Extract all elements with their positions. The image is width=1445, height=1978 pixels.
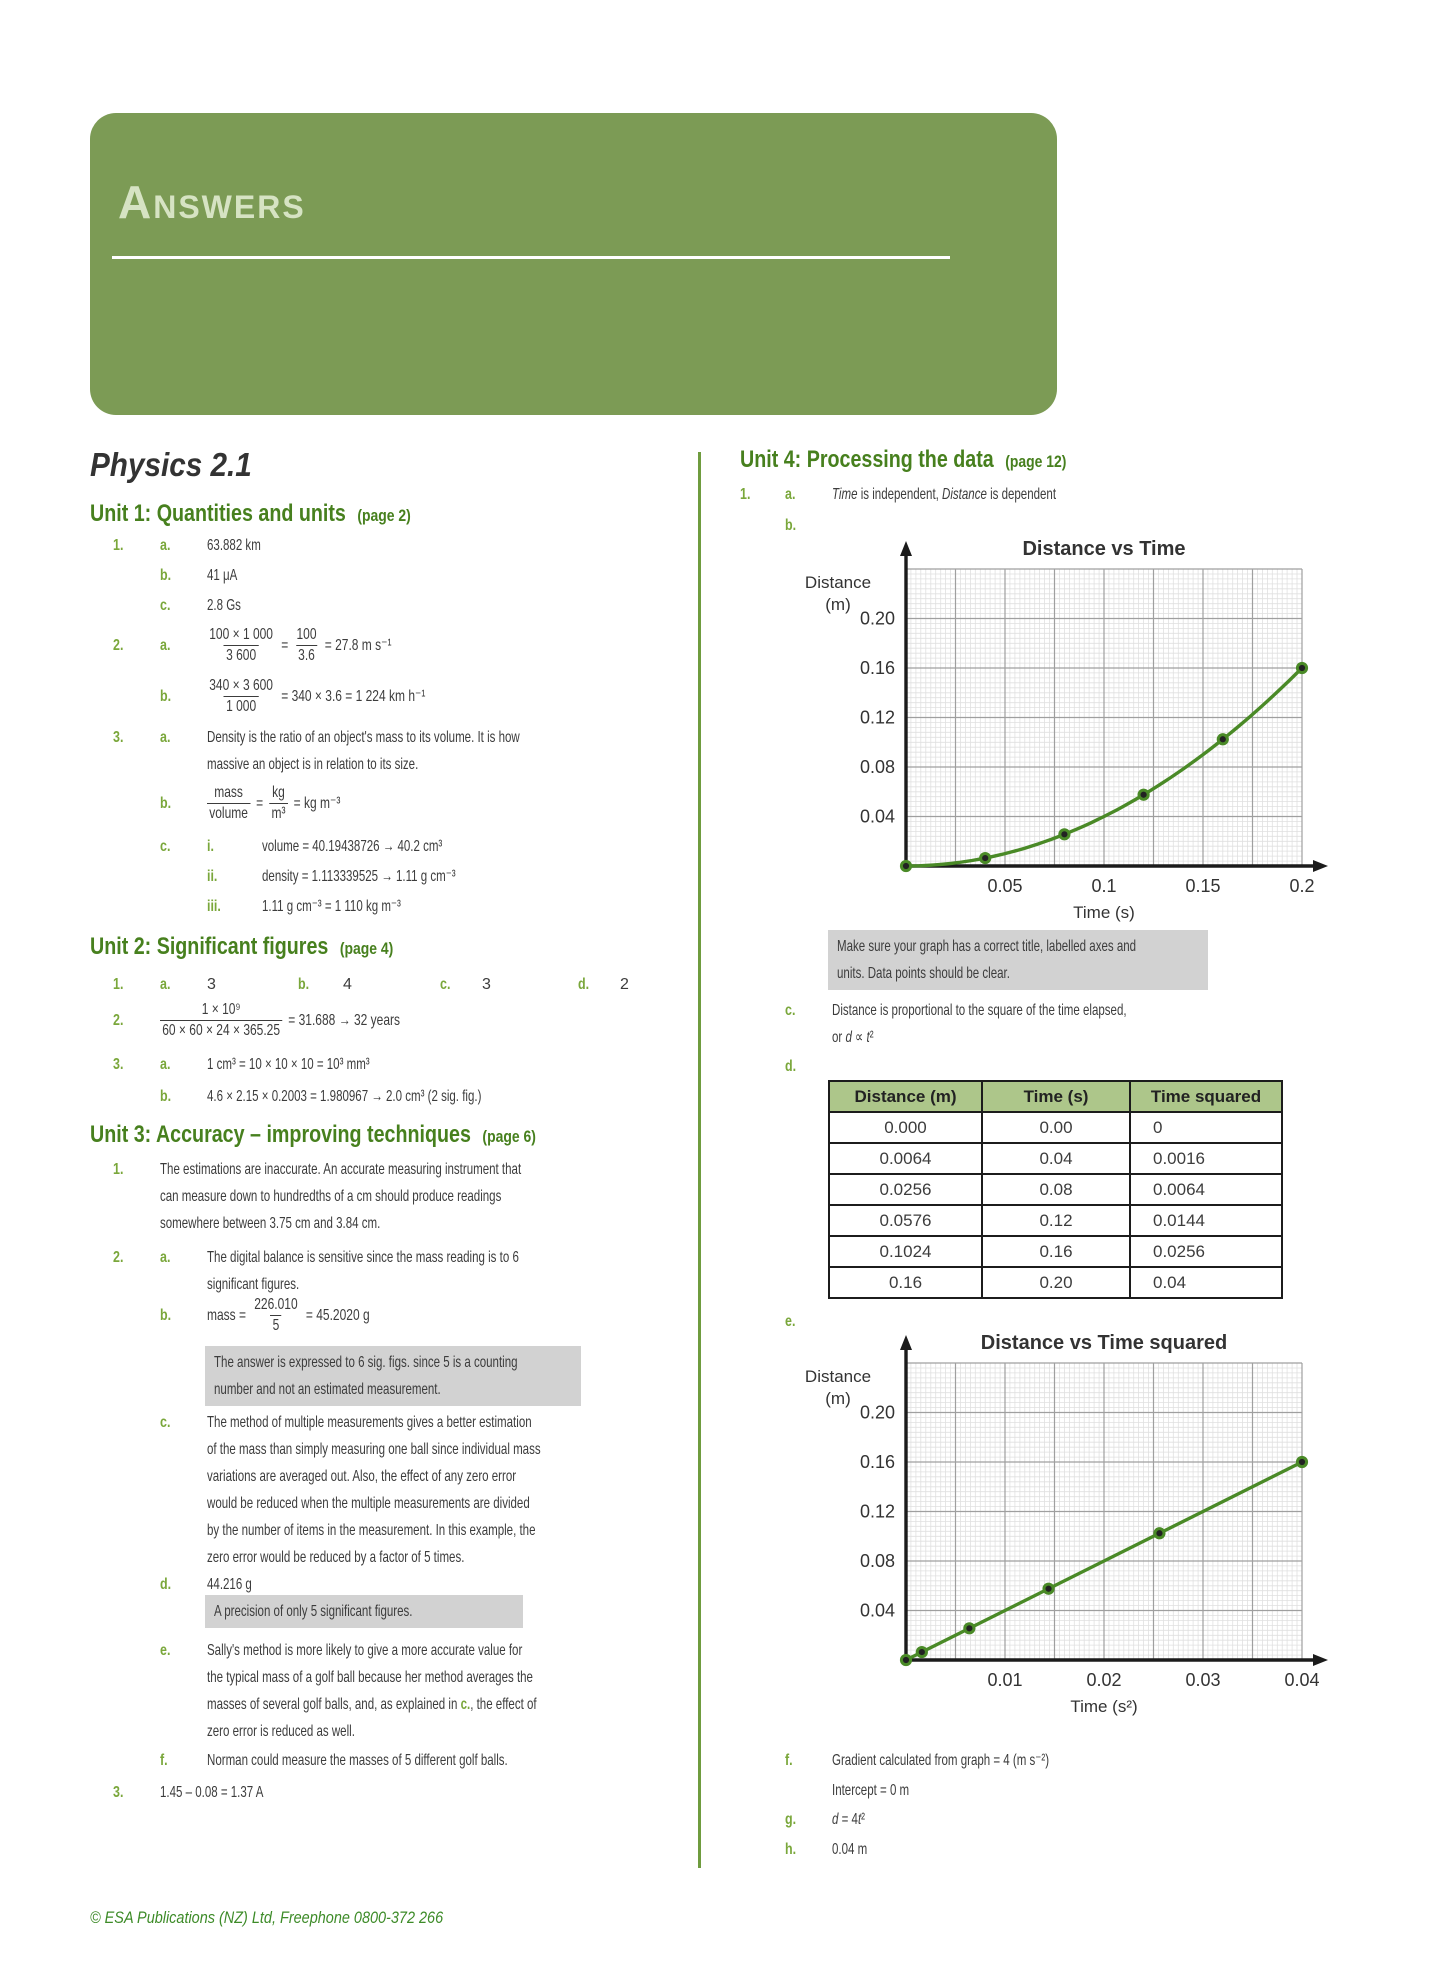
cell: 0.08: [982, 1174, 1130, 1205]
svg-text:0.05: 0.05: [987, 876, 1023, 896]
fraction-denominator: 60 × 60 × 24 × 365.25: [160, 1020, 282, 1041]
answer-text: 4.6 × 2.15 × 0.2003 = 1.980967 → 2.0 cm³ (2 sig. fig.): [207, 1088, 482, 1105]
svg-text:0.01: 0.01: [987, 1670, 1023, 1690]
answer-u3-2d: [160, 1571, 269, 1598]
svg-text:0.04: 0.04: [1284, 1670, 1320, 1690]
chapter-title: Physics 2.1: [90, 446, 252, 483]
cell: 0.16: [829, 1267, 982, 1298]
equation: [160, 1000, 400, 1041]
equation-result: = 31.688 → 32 years: [288, 1011, 401, 1029]
equation-result: = 27.8 m s⁻¹: [324, 636, 392, 654]
fraction: [252, 1295, 300, 1336]
answer-u1-3ci: [160, 833, 512, 860]
svg-text:Distance: Distance: [804, 573, 872, 592]
tip-text: A precision of only 5 significant figures.: [214, 1603, 413, 1620]
answer-text: significant figures.: [207, 1276, 300, 1293]
answer-text: Distance is proportional to the square of the time elapsed,: [832, 1002, 1127, 1019]
fraction: [269, 783, 287, 824]
answer-text: density = 1.113339525 → 1.11 g cm⁻³: [262, 868, 456, 885]
svg-text:0.04: 0.04: [859, 1600, 895, 1621]
item-number: 2.: [113, 636, 124, 654]
fraction-numerator: 100 × 1 000: [209, 625, 273, 643]
svg-text:0.04: 0.04: [859, 806, 895, 827]
answer-text: 3: [207, 976, 216, 993]
answer-text: zero error is reduced as well.: [207, 1723, 355, 1740]
svg-text:0.2: 0.2: [1289, 876, 1315, 896]
cell: 0.00: [982, 1112, 1130, 1143]
answer-u3-2e-line2: [207, 1664, 660, 1691]
item-number: 2.: [113, 1249, 124, 1266]
answer-u4-1h: [785, 1836, 881, 1863]
item-number: 2.: [113, 1011, 124, 1029]
col-header-time-squared: Time squared: [1130, 1081, 1282, 1112]
fraction-denominator: volume: [207, 803, 250, 824]
tip-box-precision: [205, 1595, 523, 1628]
item-letter: b.: [160, 1306, 172, 1324]
header-banner: [90, 113, 1057, 415]
answer-text: d = 4t²: [832, 1811, 865, 1828]
svg-text:0.20: 0.20: [859, 608, 895, 629]
svg-text:0.12: 0.12: [859, 707, 895, 728]
answer-text: The digital balance is sensitive since the mass reading is to 6: [207, 1249, 519, 1266]
unit1-heading-text: Unit 1: Quantities and units: [90, 500, 346, 527]
item-letter: a.: [160, 976, 171, 993]
answer-u3-2c: [160, 1409, 658, 1436]
answer-u2-2: [113, 993, 480, 1047]
item-letter: d.: [160, 1576, 172, 1593]
fraction-denominator: m³: [269, 803, 287, 824]
unit3-heading: [90, 1121, 536, 1149]
item-letter: b.: [160, 687, 172, 705]
unit2-heading-text: Unit 2: Significant figures: [90, 933, 329, 960]
answer-u4-1c: [785, 997, 1241, 1024]
svg-text:0.08: 0.08: [859, 757, 895, 777]
svg-text:Time (s²): Time (s²): [1070, 1697, 1138, 1716]
svg-text:0.08: 0.08: [859, 1551, 895, 1571]
answer-u3-3: [113, 1779, 304, 1806]
item-number: 1.: [113, 1161, 124, 1178]
equation: [207, 1295, 370, 1336]
answer-u3-1: [113, 1156, 662, 1183]
answer-text: zero error would be reduced by a factor of 5 times.: [207, 1549, 465, 1566]
answer-text: 41 μA: [207, 567, 238, 584]
answer-text: 63.882 km: [207, 537, 261, 554]
unit3-heading-text: Unit 3: Accuracy – improving techniques: [90, 1121, 471, 1148]
answer-u1-3b: [160, 776, 385, 830]
answer-text: 1.11 g cm⁻³ = 1 110 kg m⁻³: [262, 898, 401, 915]
answer-u3-2c-line5: [207, 1517, 663, 1544]
answer-u1-2b: [160, 669, 498, 723]
answer-u1-1a: [113, 532, 282, 559]
fraction-numerator: 226.010: [254, 1295, 298, 1313]
svg-text:0.1: 0.1: [1091, 876, 1117, 896]
answer-u3-2c-line6: [207, 1544, 565, 1571]
item-number: 3.: [113, 729, 124, 746]
answer-u3-2c-line2: [207, 1436, 670, 1463]
answer-text: masses of several golf balls, and, as explained in c., the effect of: [207, 1696, 537, 1713]
item-number: 3.: [113, 1056, 124, 1073]
answer-text: Sally's method is more likely to give a more accurate value for: [207, 1642, 523, 1659]
cell: 0.12: [982, 1205, 1130, 1236]
fraction-numerator: 1 × 10⁹: [201, 1000, 241, 1018]
unit2-heading: [90, 933, 393, 961]
answer-u4-1g: [785, 1806, 878, 1833]
tip-box-graph: [828, 930, 1208, 990]
answer-text: Norman could measure the masses of 5 different golf balls.: [207, 1752, 508, 1769]
cell: 0.0256: [1130, 1236, 1282, 1267]
answer-text: 2: [620, 976, 629, 993]
answer-u1-3ciii: [207, 893, 455, 920]
cell: 0.0016: [1130, 1143, 1282, 1174]
answer-text: The estimations are inaccurate. An accurate measuring instrument that: [160, 1161, 522, 1178]
answer-text: by the number of items in the measurement. In this example, the: [207, 1522, 536, 1539]
equals-sign: =: [256, 794, 264, 812]
fraction-denominator: 3 600: [224, 645, 259, 666]
answer-u4-1a: [740, 481, 1143, 508]
answer-u3-2e: [160, 1637, 645, 1664]
equation: [207, 676, 425, 717]
answer-text: 1.45 – 0.08 = 1.37 A: [160, 1784, 264, 1801]
answer-text: 4: [343, 976, 352, 993]
cell: 0: [1130, 1112, 1282, 1143]
item-letter: c.: [440, 976, 451, 993]
unit4-heading: [740, 446, 1066, 474]
answer-text: or d ∝ t²: [832, 1029, 874, 1046]
inline-ref-c: c.: [460, 1696, 471, 1713]
distance-vs-time-chart: [700, 525, 1380, 955]
table-row: [829, 1267, 1282, 1298]
table-header-row: [829, 1081, 1282, 1112]
answer-text: would be reduced when the multiple measurements are divided: [207, 1495, 530, 1512]
unit1-heading: [90, 500, 411, 528]
item-letter: d.: [785, 1058, 797, 1075]
answer-u4-1f: [785, 1747, 1133, 1774]
answer-text: the typical mass of a golf ball because her method averages the: [207, 1669, 533, 1686]
answer-u3-2e-line4: [207, 1718, 412, 1745]
data-table: [828, 1080, 1283, 1299]
item-letter: a.: [160, 729, 171, 746]
svg-text:0.15: 0.15: [1185, 876, 1221, 896]
item-letter: c.: [160, 1414, 171, 1431]
cell: 0.0064: [1130, 1174, 1282, 1205]
item-letter: a.: [160, 636, 171, 654]
item-letter: b.: [160, 794, 172, 812]
tip-text: The answer is expressed to 6 sig. figs. since 5 is a counting: [214, 1354, 518, 1371]
answer-text: Gradient calculated from graph = 4 (m s⁻²): [832, 1752, 1050, 1769]
tip-box-sig-figs: [205, 1346, 581, 1406]
answer-u3-2c-line3: [207, 1463, 636, 1490]
item-letter: e.: [160, 1642, 171, 1659]
answer-u3-2f: [160, 1747, 625, 1774]
svg-text:0.16: 0.16: [859, 658, 895, 678]
unit3-page-ref: (page 6): [482, 1127, 536, 1146]
cell: 0.0064: [829, 1143, 982, 1174]
answer-text: somewhere between 3.75 cm and 3.84 cm.: [160, 1215, 381, 1232]
fraction-denominator: 5: [270, 1315, 281, 1336]
item-number: 1.: [113, 537, 124, 554]
item-letter: c.: [160, 597, 171, 614]
tip-text: number and not an estimated measurement.: [214, 1381, 441, 1398]
svg-text:0.02: 0.02: [1086, 1670, 1122, 1690]
cell: 0.04: [982, 1143, 1130, 1174]
fraction-numerator: mass: [214, 783, 243, 801]
cell: 0.0256: [829, 1174, 982, 1205]
fraction: [160, 1000, 282, 1041]
answer-u3-2c-line4: [207, 1490, 655, 1517]
answer-text: Intercept = 0 m: [832, 1782, 910, 1799]
answer-u3-2b: [160, 1288, 424, 1342]
item-letter: d.: [578, 976, 590, 993]
cell: 0.16: [982, 1236, 1130, 1267]
fraction-denominator: 1 000: [224, 696, 259, 717]
item-number: 3.: [113, 1784, 124, 1801]
answer-text: 3: [482, 976, 491, 993]
svg-text:0.16: 0.16: [859, 1452, 895, 1472]
publisher-footer: © ESA Publications (NZ) Ltd, Freephone 0800-372 266: [90, 1908, 444, 1927]
fraction-numerator: kg: [272, 783, 285, 801]
item-letter: a.: [785, 486, 796, 503]
answer-text: 44.216 g: [207, 1576, 252, 1593]
answer-u3-2e-line3: [207, 1691, 665, 1718]
cell: 0.20: [982, 1267, 1130, 1298]
table-row: [829, 1143, 1282, 1174]
answer-text: variations are averaged out. Also, the effect of any zero error: [207, 1468, 517, 1485]
answer-u4-1f-line2: [832, 1777, 939, 1804]
answer-u4-1c-line2: [832, 1024, 890, 1051]
svg-text:0.20: 0.20: [859, 1402, 895, 1423]
equation-lhs: mass =: [207, 1306, 247, 1324]
item-letter: a.: [160, 1056, 171, 1073]
item-letter: e.: [785, 1313, 796, 1330]
fraction: [207, 625, 275, 666]
item-number: 1.: [740, 486, 751, 503]
table-row: [829, 1236, 1282, 1267]
svg-text:Distance vs Time squared: Distance vs Time squared: [980, 1332, 1228, 1354]
item-letter: a.: [160, 1249, 171, 1266]
item-letter: c.: [785, 1002, 796, 1019]
item-roman: iii.: [207, 898, 221, 915]
equation-result: = 340 × 3.6 = 1 224 km h⁻¹: [281, 687, 426, 705]
item-roman: ii.: [207, 868, 218, 885]
answer-u1-3a: [113, 724, 641, 751]
answer-text: Density is the ratio of an object's mass to its volume. It is how: [207, 729, 520, 746]
table-row: [829, 1112, 1282, 1143]
distance-vs-time-squared-chart: [700, 1318, 1380, 1748]
item-letter: b.: [298, 976, 310, 993]
unit4-heading-text: Unit 4: Processing the data: [740, 446, 994, 473]
unit1-page-ref: (page 2): [357, 506, 411, 525]
svg-text:Time (s): Time (s): [1073, 903, 1135, 922]
answer-text: 0.04 m: [832, 1841, 868, 1858]
unit4-page-ref: (page 12): [1005, 452, 1067, 471]
cell: 0.000: [829, 1112, 982, 1143]
equation: [207, 783, 340, 824]
item-letter: g.: [785, 1811, 797, 1828]
answer-u2-3a: [113, 1051, 433, 1078]
fraction-numerator: 340 × 3 600: [209, 676, 273, 694]
equation-result: = 45.2020 g: [305, 1306, 370, 1324]
item-letter: b.: [160, 1088, 172, 1105]
answer-text: The method of multiple measurements gives a better estimation: [207, 1414, 532, 1431]
svg-text:0.12: 0.12: [859, 1501, 895, 1522]
answer-u3-1-line2: [160, 1183, 634, 1210]
fraction: [294, 625, 319, 666]
answer-text: massive an object is in relation to its size.: [207, 756, 419, 773]
equation: [207, 625, 391, 666]
cell: 0.04: [1130, 1267, 1282, 1298]
answer-u4-1d-marker: [785, 1053, 832, 1080]
col-header-distance: Distance (m): [829, 1081, 982, 1112]
answer-u1-3cii: [207, 863, 531, 890]
answer-u2-3b: [160, 1083, 588, 1110]
item-letter: h.: [785, 1841, 797, 1858]
answer-u1-1b: [160, 562, 249, 589]
answer-text: of the mass than simply measuring one ball since individual mass: [207, 1441, 541, 1458]
table-row: [829, 1205, 1282, 1236]
svg-text:(m): (m): [825, 595, 851, 614]
answer-text: can measure down to hundredths of a cm should produce readings: [160, 1188, 502, 1205]
header-rule: [112, 256, 950, 259]
fraction: [207, 783, 250, 824]
equation-result: = kg m⁻³: [293, 794, 341, 812]
fraction-denominator: 3.6: [296, 645, 317, 666]
tip-text: Make sure your graph has a correct title, labelled axes and: [837, 938, 1137, 955]
page-title: Answers: [118, 176, 306, 228]
answer-u1-2a: [113, 618, 453, 672]
svg-text:0.03: 0.03: [1185, 1670, 1221, 1690]
svg-text:Distance: Distance: [804, 1367, 872, 1386]
item-letter: c.: [160, 838, 171, 855]
unit2-page-ref: (page 4): [339, 939, 394, 958]
answer-text: 2.8 Gs: [207, 597, 241, 614]
item-letter: a.: [160, 537, 171, 554]
fraction-numerator: 100: [296, 625, 317, 643]
answer-text: 1 cm³ = 10 × 10 × 10 = 10³ mm³: [207, 1056, 370, 1073]
table-row: [829, 1174, 1282, 1205]
answer-u1-1c: [160, 592, 254, 619]
item-letter: b.: [785, 517, 797, 534]
answer-text: volume = 40.19438726 → 40.2 cm³: [262, 838, 443, 855]
answer-text: Time is independent, Distance is dependent: [832, 486, 1057, 503]
fraction: [207, 676, 275, 717]
item-letter: b.: [160, 567, 172, 584]
answer-u3-2a: [113, 1244, 640, 1271]
equals-sign: =: [281, 636, 289, 654]
item-letter: f.: [785, 1752, 793, 1769]
cell: 0.0144: [1130, 1205, 1282, 1236]
answer-u3-1-line3: [160, 1210, 466, 1237]
col-header-time: Time (s): [982, 1081, 1130, 1112]
svg-text:Distance vs Time: Distance vs Time: [1022, 538, 1186, 560]
cell: 0.1024: [829, 1236, 982, 1267]
cell: 0.0576: [829, 1205, 982, 1236]
svg-text:(m): (m): [825, 1389, 851, 1408]
item-roman: i.: [207, 838, 214, 855]
item-letter: f.: [160, 1752, 168, 1769]
answer-u1-3a-line2: [207, 751, 500, 778]
item-number: 1.: [113, 976, 124, 993]
tip-text: units. Data points should be clear.: [837, 965, 1010, 982]
